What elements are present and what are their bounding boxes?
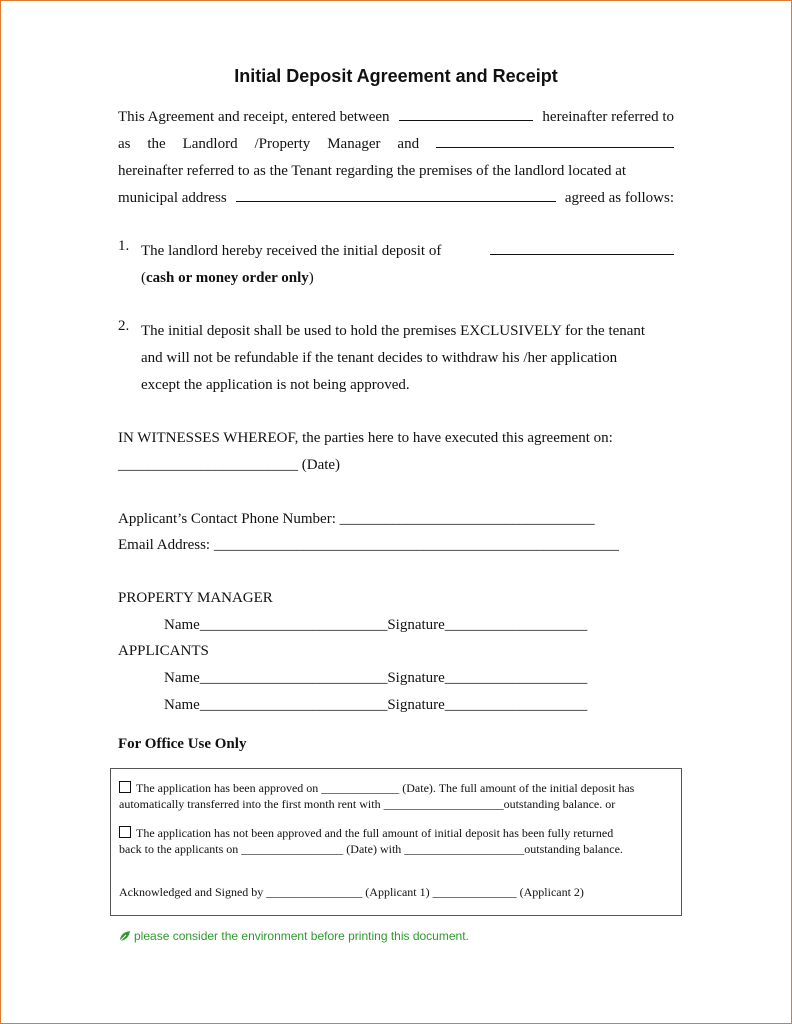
payment-method-note: cash or money order only [146,270,309,286]
agreement-date-field[interactable]: ________________________ (Date) [118,457,341,473]
intro-word: Landlord [182,136,238,152]
intro-line-2 [118,131,674,158]
paren-open: ( [141,270,146,286]
clause-1-line-1 [141,238,674,265]
eco-note-text: please consider the environment before printing this document. [134,929,469,943]
not-approved-option-line-2: back to the applicants on _________________ (Date) with ____________________outstanding balance. [119,842,623,856]
intro-word: Manager [327,136,381,152]
intro-word: the [147,136,166,152]
applicants-heading: APPLICANTS [118,643,209,659]
acknowledged-signature-line[interactable]: Acknowledged and Signed by ________________ (Applicant 1) ______________ (Applicant 2) [119,885,584,899]
intro-text: This Agreement and receipt, entered between [118,109,390,125]
applicant-2-signature-row[interactable]: Name_________________________Signature___________________ [164,697,588,713]
property-manager-signature-row[interactable]: Name_________________________Signature___________________ [164,617,588,633]
clause-1-text: The landlord hereby received the initial deposit of [141,243,442,259]
intro-paragraph [118,104,674,212]
intro-text: agreed as follows: [564,190,674,206]
intro-word: /Property [254,136,311,152]
intro-text: hereinafter referred to as the Tenant regarding the premises of the landlord located at [118,163,627,179]
witness-statement: IN WITNESSES WHEREOF, the parties here to have executed this agreement on: [118,430,613,446]
approved-checkbox[interactable] [119,781,131,793]
applicant-1-signature-row[interactable]: Name_________________________Signature___________________ [164,670,588,686]
intro-line-4 [118,185,674,212]
landlord-name-blank[interactable] [399,106,533,121]
clause-2-line-2 [141,345,674,372]
clause-1-line-2 [141,265,674,292]
email-address-field[interactable]: Email Address: ______________________________________________________ [118,537,619,553]
eco-footer-note [118,929,469,943]
paren-close: ) [308,270,314,286]
clause-2-line-3: except the application is not being approved. [141,377,410,393]
recycle-leaf-icon [118,929,134,943]
intro-word: as [118,136,131,152]
office-use-box [110,768,682,916]
property-manager-heading: PROPERTY MANAGER [118,590,273,606]
phone-number-field[interactable]: Applicant’s Contact Phone Number: __________________________________ [118,511,595,527]
not-approved-option-line-1 [119,826,613,841]
not-approved-text: The application has not been approved and the full amount of initial deposit has been fully returned [136,826,614,840]
clause-2-text: and will not be refundable if the tenant decides to withdraw his /her application [141,350,618,366]
clause-2-line-1 [141,318,674,345]
clause-2-text: The initial deposit shall be used to hold the premises EXCLUSIVELY for the tenant [141,323,646,339]
clause-2 [141,318,674,399]
municipal-address-blank[interactable] [236,187,556,202]
not-approved-checkbox[interactable] [119,826,131,838]
clause-2-number: 2. [118,318,130,334]
intro-line-1 [118,104,674,131]
intro-text: hereinafter referred to [542,109,674,125]
document-title: Initial Deposit Agreement and Receipt [234,66,558,86]
intro-word: and [397,136,420,152]
deposit-amount-blank[interactable] [490,240,674,255]
office-use-heading: For Office Use Only [118,736,247,752]
clause-1 [141,238,674,292]
intro-line-3 [118,158,674,185]
intro-text: municipal address [118,190,227,206]
approved-option-line-2: automatically transferred into the first month rent with ____________________outstanding balance. or [119,797,616,811]
tenant-name-blank[interactable] [436,133,674,148]
clause-1-number: 1. [118,238,130,254]
approved-option-line-1 [119,781,634,796]
approved-text: The application has been approved on _____________ (Date). The full amount of the initial deposit has [136,781,635,795]
